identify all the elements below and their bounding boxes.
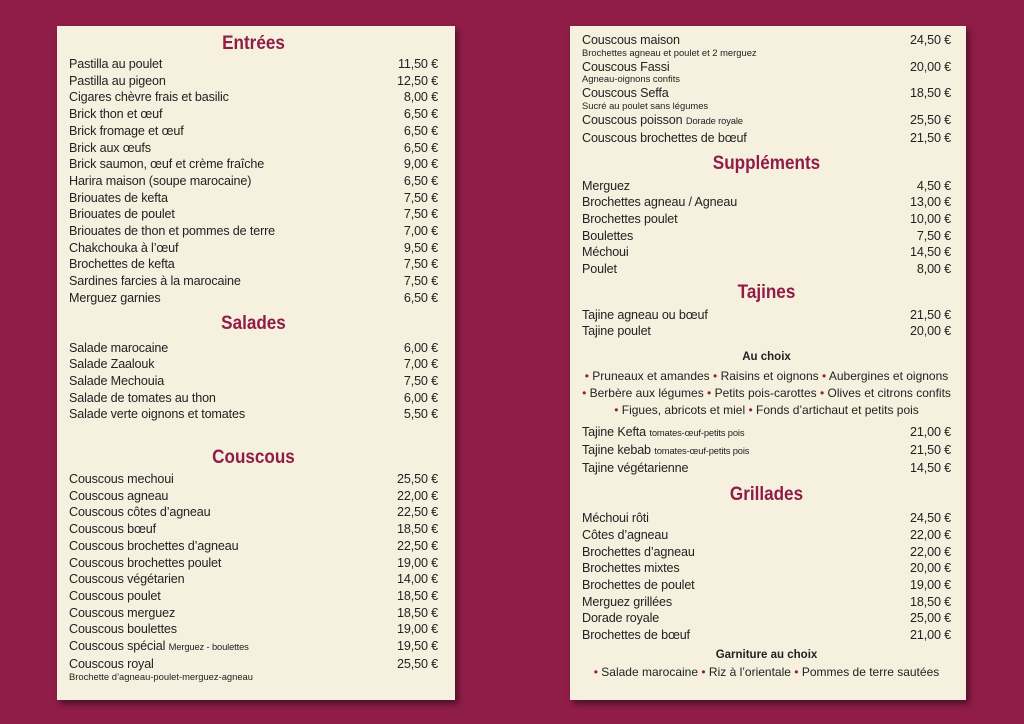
section-title-grillades: Grillades [729, 484, 804, 506]
menu-item [69, 621, 438, 638]
section-title-couscous: Couscous [212, 447, 295, 469]
menu-item-price: 25,50 € [397, 472, 438, 487]
menu-item-price: 14,00 € [397, 572, 438, 587]
tajines-list-a [582, 307, 951, 340]
menu-item-price: 25,50 € [910, 113, 951, 128]
bullet-icon: • [818, 369, 827, 384]
menu-item-name-wrap [69, 173, 251, 190]
menu-item [69, 223, 438, 240]
menu-item-name: Couscous boulettes [69, 622, 177, 637]
menu-item [69, 106, 438, 123]
menu-item-name-wrap [69, 588, 161, 605]
menu-item-name-wrap [69, 256, 175, 273]
menu-item [582, 244, 951, 261]
menu-item-price: 21,00 € [910, 628, 951, 643]
menu-item-name: Pastilla au poulet [69, 57, 163, 71]
menu-item-note: Brochette d’agneau-poulet-merguez-agneau [69, 670, 253, 682]
menu-item-price: 19,00 € [397, 622, 438, 637]
menu-item-price: 19,00 € [397, 555, 438, 570]
menu-item [69, 521, 438, 538]
section-title-entrees: Entrées [222, 33, 285, 54]
option-item: Olives et citrons confits [827, 386, 951, 401]
menu-item-name-wrap [69, 190, 168, 207]
menu-item-name-wrap [69, 156, 264, 173]
menu-item-name: Couscous mechoui [69, 472, 174, 487]
option-item: Pruneaux et amandes [592, 369, 710, 384]
menu-item-name-wrap [69, 373, 164, 390]
menu-item-name-wrap [69, 89, 229, 106]
menu-item-name: Couscous brochettes de bœuf [582, 130, 747, 145]
menu-item-name-wrap [582, 228, 633, 245]
menu-item-price: 9,50 € [403, 240, 438, 255]
menu-item-price: 21,50 € [910, 442, 951, 457]
menu-item-name: Chakchouka à l’œuf [69, 240, 179, 255]
menu-item-name: Briouates de thon et pommes de terre [69, 224, 276, 239]
supplements-list [582, 178, 951, 278]
menu-item-name: Couscous spécial [69, 639, 166, 654]
menu-item-name-wrap [582, 577, 695, 594]
menu-item-name-wrap [582, 194, 737, 211]
menu-item [582, 627, 951, 644]
menu-item [69, 89, 438, 106]
menu-item-price: 6,00 € [403, 390, 438, 405]
menu-item [582, 211, 951, 228]
menu-item-name-wrap [69, 106, 162, 123]
tajines-list-b [582, 424, 951, 476]
menu-item-name-wrap [69, 571, 184, 588]
menu-item [582, 442, 951, 460]
bullet-icon: • [698, 664, 706, 679]
menu-item-name-wrap [69, 273, 241, 290]
menu-item-name: Couscous merguez [69, 605, 176, 620]
menu-item-note: Brochettes agneau et poulet et 2 merguez [582, 46, 757, 58]
menu-item-name: Merguez grillées [582, 594, 672, 609]
menu-item-name-wrap [69, 656, 154, 673]
menu-item-price: 7,50 € [403, 207, 438, 222]
menu-item-name: Couscous royal [69, 656, 154, 671]
menu-item-name: Couscous bœuf [69, 522, 156, 537]
menu-item-name-wrap [582, 460, 688, 477]
menu-item [69, 406, 438, 423]
menu-item [69, 340, 438, 357]
menu-item-name: Brochettes de poulet [582, 578, 695, 593]
couscous-continued-list [582, 32, 951, 147]
garniture-item: Pommes de terre sautées [801, 664, 940, 679]
menu-item-price: 21,50 € [910, 130, 951, 145]
menu-item-name: Brick thon et œuf [69, 107, 163, 122]
menu-item-price: 21,50 € [910, 307, 951, 322]
menu-item-price: 7,50 € [403, 373, 438, 388]
garniture-options [582, 664, 951, 681]
menu-page-right [570, 26, 966, 700]
menu-item-price: 6,50 € [403, 173, 438, 188]
option-item: Fonds d’artichaut et petits pois [756, 403, 919, 418]
menu-item-name-wrap [582, 510, 649, 527]
menu-item-name: Côtes d’agneau [582, 527, 669, 542]
menu-item-name: Couscous côtes d’agneau [69, 505, 211, 520]
menu-item-name: Couscous Fassi [582, 59, 670, 74]
menu-item [582, 577, 951, 594]
bullet-icon: • [790, 664, 799, 679]
menu-item-price: 6,50 € [403, 123, 438, 138]
menu-item-price: 20,00 € [910, 561, 951, 576]
menu-item-name-wrap [582, 178, 630, 195]
menu-item-name: Couscous Seffa [582, 86, 669, 101]
menu-item-name: Tajine Kefta [582, 425, 647, 440]
menu-item-name: Couscous brochettes d’agneau [69, 538, 239, 553]
menu-item-name: Couscous brochettes poulet [69, 555, 222, 570]
menu-item-price: 20,00 € [910, 59, 951, 74]
menu-item-name: Harira maison (soupe marocaine) [69, 173, 252, 188]
menu-item-name: Couscous végétarien [69, 572, 185, 587]
menu-item-name: Brochettes agneau / Agneau [582, 195, 738, 210]
menu-item-name: Boulettes [582, 228, 634, 243]
menu-item-note: Sucré au poulet sans légumes [582, 100, 709, 112]
menu-item-price: 7,50 € [403, 274, 438, 289]
menu-item-name-wrap [582, 627, 690, 644]
menu-item [69, 256, 438, 273]
menu-item [582, 594, 951, 611]
menu-item [69, 504, 438, 521]
menu-item-price: 19,50 € [397, 639, 438, 654]
salades-list [69, 340, 438, 424]
menu-item-name-wrap [69, 471, 174, 488]
menu-item-name-wrap [582, 323, 651, 340]
menu-item [582, 130, 951, 147]
menu-item [69, 356, 438, 373]
menu-item-price: 20,00 € [910, 324, 951, 339]
option-item: Figues, abricots et miel [621, 403, 746, 418]
menu-item-name: Tajine poulet [582, 324, 651, 339]
menu-item-price: 25,50 € [397, 656, 438, 671]
menu-item-name: Salade verte oignons et tomates [69, 407, 245, 422]
menu-item [582, 178, 951, 195]
menu-item [69, 588, 438, 605]
menu-item-name: Couscous agneau [69, 488, 169, 503]
menu-item-price: 5,50 € [403, 407, 438, 422]
menu-item-detail: tomates-œuf-petits pois [649, 427, 745, 439]
menu-item-name-wrap [69, 538, 238, 555]
menu-item-name: Briouates de poulet [69, 207, 175, 222]
menu-item [582, 510, 951, 527]
menu-item-price: 21,00 € [910, 425, 951, 440]
menu-item-price: 24,50 € [910, 511, 951, 526]
menu-item-name-wrap [69, 223, 275, 240]
menu-item-name: Sardines farcies à la marocaine [69, 274, 241, 289]
menu-item [582, 307, 951, 324]
menu-item [582, 610, 951, 627]
menu-item-note: Agneau-oignons confits [582, 73, 680, 85]
menu-item-price: 18,50 € [397, 588, 438, 603]
menu-item-name: Brochettes poulet [582, 211, 678, 226]
menu-item-name-wrap [69, 123, 184, 140]
option-item: Raisins et oignons [720, 369, 819, 384]
section-title-salades: Salades [221, 312, 286, 334]
menu-item-price: 8,00 € [916, 262, 951, 277]
menu-item-name: Brochettes d’agneau [582, 544, 695, 559]
menu-item [69, 555, 438, 572]
menu-item [69, 373, 438, 390]
menu-item-price: 6,50 € [403, 107, 438, 122]
menu-item [69, 56, 438, 73]
menu-item-price: 4,50 € [916, 178, 951, 193]
menu-item-name: Méchoui rôti [582, 511, 649, 526]
menu-item-price: 22,50 € [397, 538, 438, 553]
menu-item-name: Brochettes de kefta [69, 257, 175, 272]
menu-item-name-wrap [69, 504, 210, 521]
menu-item-name-wrap [69, 605, 175, 622]
menu-item-name-wrap [582, 244, 629, 261]
menu-item-price: 7,50 € [916, 228, 951, 243]
menu-item-price: 22,50 € [397, 505, 438, 520]
menu-item-name: Merguez [582, 178, 630, 193]
menu-item-name: Briouates de kefta [69, 190, 168, 205]
menu-item-name: Brick aux œufs [69, 140, 151, 155]
menu-item-name-wrap [69, 140, 151, 157]
menu-item-name: Couscous poulet [69, 588, 161, 603]
bullet-icon: • [584, 369, 589, 384]
menu-item-price: 18,50 € [910, 86, 951, 101]
menu-item-name: Brick fromage et œuf [69, 123, 184, 138]
menu-item-price: 10,00 € [910, 211, 951, 226]
menu-item [69, 471, 438, 488]
menu-item [582, 323, 951, 340]
menu-item-name: Salade Mechouia [69, 373, 165, 388]
menu-item-price: 18,50 € [397, 522, 438, 537]
menu-item-name-wrap [69, 356, 154, 373]
menu-item-price: 18,50 € [910, 594, 951, 609]
menu-item-name-wrap [69, 73, 166, 90]
menu-item-name-wrap [582, 424, 744, 442]
option-item: Petits pois-carottes [714, 386, 817, 401]
menu-item-name-wrap [582, 307, 708, 324]
menu-item [582, 527, 951, 544]
menu-item-name-wrap [582, 544, 695, 561]
menu-item-price: 7,00 € [403, 224, 438, 239]
menu-item-name: Poulet [582, 262, 617, 277]
menu-item [69, 273, 438, 290]
menu-item-price: 9,00 € [403, 157, 438, 172]
garniture-item: Riz à l’orientale [708, 664, 791, 679]
couscous-list [69, 471, 438, 681]
menu-item-name-wrap [69, 206, 175, 223]
menu-item-price: 7,50 € [403, 257, 438, 272]
bullet-icon: • [614, 403, 619, 418]
menu-item [582, 424, 951, 442]
menu-item-name: Dorade royale [582, 611, 660, 626]
menu-item [69, 290, 438, 307]
menu-item [69, 173, 438, 190]
menu-item [69, 538, 438, 555]
menu-item-detail: Merguez - boulettes [168, 641, 249, 653]
menu-item-price: 7,00 € [403, 357, 438, 372]
option-item: Berbère aux légumes [589, 386, 704, 401]
menu-item [69, 390, 438, 407]
menu-item-name: Merguez garnies [69, 290, 161, 305]
bullet-icon: • [816, 386, 825, 401]
menu-item-price: 14,50 € [910, 245, 951, 260]
menu-item [69, 206, 438, 223]
menu-item [69, 638, 438, 656]
menu-item-name-wrap [582, 261, 617, 278]
menu-item-name: Couscous maison [582, 33, 680, 47]
menu-item-name-wrap [582, 560, 680, 577]
menu-item-name-wrap [582, 610, 659, 627]
menu-item [69, 156, 438, 173]
menu-item-name-wrap [69, 390, 216, 407]
au-choix-heading: Au choix [742, 351, 791, 364]
menu-item-name: Tajine végétarienne [582, 460, 689, 475]
menu-item-name: Salade de tomates au thon [69, 390, 216, 405]
menu-item-name-wrap [69, 521, 156, 538]
bullet-icon: • [703, 386, 712, 401]
menu-item-name: Salade marocaine [69, 340, 169, 355]
menu-item-name-wrap [582, 527, 668, 544]
menu-item-name: Brochettes de bœuf [582, 628, 690, 643]
menu-item-detail: Dorade royale [685, 115, 743, 127]
menu-item-name-wrap [582, 442, 749, 460]
menu-item-price: 7,50 € [403, 190, 438, 205]
menu-item-name: Cigares chèvre frais et basilic [69, 90, 229, 105]
menu-item-price: 6,50 € [403, 140, 438, 155]
menu-item-name: Tajine kebab [582, 442, 651, 457]
menu-item [69, 605, 438, 622]
menu-item-price: 14,50 € [910, 460, 951, 475]
menu-item [582, 460, 951, 477]
menu-item-name-wrap [582, 112, 743, 130]
grillades-list [582, 510, 951, 644]
menu-item-detail: tomates-œuf-petits pois [654, 444, 750, 456]
menu-item [69, 240, 438, 257]
menu-item-price: 24,50 € [910, 33, 951, 47]
option-line [582, 385, 951, 402]
menu-item-name-wrap [69, 56, 162, 73]
menu-item-name-wrap [69, 621, 177, 638]
menu-item-name: Brick saumon, œuf et crème fraîche [69, 157, 265, 172]
menu-item-name: Méchoui [582, 245, 629, 260]
garniture-item: Salade marocaine [601, 664, 699, 679]
menu-item-name-wrap [69, 488, 168, 505]
menu-item [582, 194, 951, 211]
bullet-icon: • [745, 403, 753, 418]
menu-item [582, 261, 951, 278]
menu-item-name-wrap [69, 340, 168, 357]
menu-item-name: Salade Zaalouk [69, 357, 155, 372]
menu-item-price: 19,00 € [910, 578, 951, 593]
menu-item [582, 228, 951, 245]
menu-item-name-wrap [69, 290, 161, 307]
menu-item-price: 8,00 € [403, 90, 438, 105]
menu-item-name-wrap [69, 638, 249, 656]
menu-item-price: 13,00 € [910, 195, 951, 210]
menu-item-price: 6,50 € [403, 290, 438, 305]
menu-page-left [57, 26, 455, 700]
menu-item-price: 22,00 € [397, 488, 438, 503]
bullet-icon: • [593, 664, 598, 679]
bullet-icon: • [582, 386, 587, 401]
menu-item [69, 190, 438, 207]
menu-item-price: 18,50 € [397, 605, 438, 620]
entrees-list [69, 56, 438, 307]
menu-item [69, 571, 438, 588]
menu-item-name-wrap [582, 130, 747, 147]
menu-item-price: 12,50 € [397, 73, 438, 88]
menu-item-name: Tajine agneau ou bœuf [582, 307, 708, 322]
menu-item [69, 488, 438, 505]
tajine-options [582, 368, 951, 419]
menu-item-price: 25,00 € [910, 611, 951, 626]
menu-item-price: 6,00 € [403, 340, 438, 355]
menu-item-name: Couscous poisson [582, 113, 683, 128]
menu-item-price: 11,50 € [397, 57, 438, 71]
garniture-heading: Garniture au choix [715, 648, 818, 661]
menu-item [582, 544, 951, 561]
menu-item-name-wrap [69, 406, 245, 423]
option-line [582, 368, 951, 385]
menu-item [69, 140, 438, 157]
menu-item-name: Brochettes mixtes [582, 561, 680, 576]
menu-item-name-wrap [582, 594, 672, 611]
menu-item-name-wrap [69, 240, 178, 257]
menu-item-price: 22,00 € [910, 544, 951, 559]
menu-item [69, 123, 438, 140]
section-title-tajines: Tajines [737, 281, 796, 303]
menu-item [69, 73, 438, 90]
option-item: Aubergines et oignons [828, 369, 949, 384]
menu-item-price: 22,00 € [910, 527, 951, 542]
bullet-icon: • [709, 369, 718, 384]
menu-item [582, 112, 951, 130]
menu-item [582, 560, 951, 577]
section-title-supplements: Suppléments [712, 152, 821, 174]
menu-item-name-wrap [582, 211, 677, 228]
option-line [582, 402, 951, 419]
menu-item-name-wrap [69, 555, 221, 572]
menu-item-name: Pastilla au pigeon [69, 73, 166, 88]
